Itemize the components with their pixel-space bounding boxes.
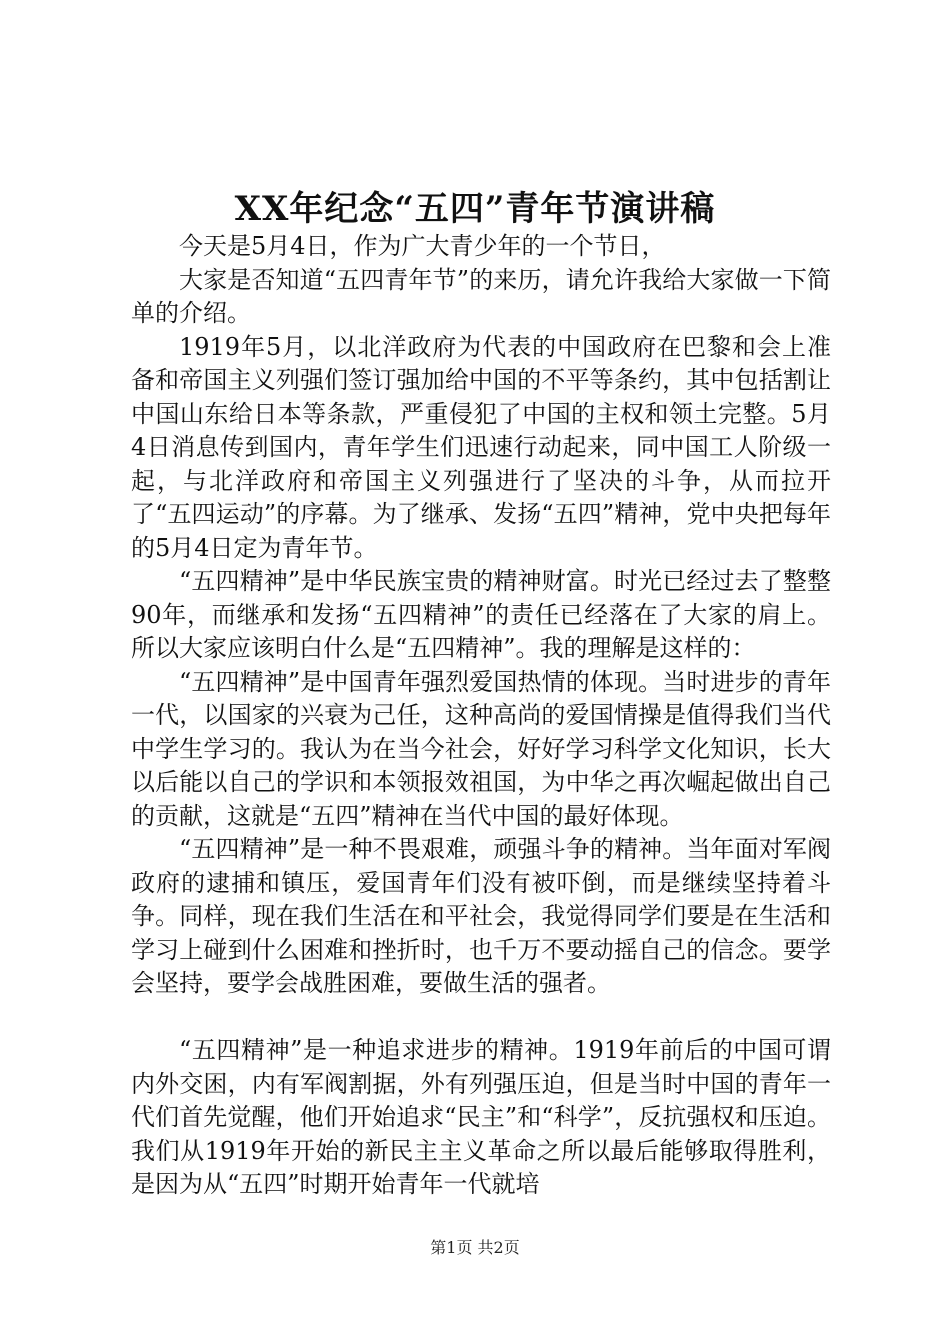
paragraph: “五四精神”是中国青年强烈爱国热情的体现。当时进步的青年一代，以国家的兴衰为己任，这种高尚的爱国情操是值得我们当代中学生学习的。我认为在当今社会，好好学习科学文化知识，长大以后能以自己的学识和本领报效祖国，为中华之再次崛起做出自己的贡献，这就是“五四”精神在当代中国的最好体现。 — [131, 667, 831, 830]
paragraph: 1919年5月，以北洋政府为代表的中国政府在巴黎和会上准备和帝国主义列强们签订强加给中国的不平等条约，其中包括割让中国山东给日本等条款，严重侵犯了中国的主权和领土完整。5月4日消息传到国内，青年学生们迅速行动起来，同中国工人阶级一起，与北洋政府和帝国主义列强进行了坚决的斗争，从而拉开了“五四运动”的序幕。为了继承、发扬“五四”精神，党中央把每年的5月4日定为青年节。 — [131, 332, 831, 562]
document-body — [131, 230, 831, 1202]
paragraph: 大家是否知道“五四青年节”的来历，请允许我给大家做一下简单的介绍。 — [131, 265, 831, 327]
document-title: XX年纪念“五四”青年节演讲稿 — [234, 189, 716, 229]
paragraph: 今天是5月4日，作为广大青少年的一个节日， — [179, 232, 666, 260]
page-footer: 第1页 共2页 — [430, 1238, 520, 1257]
paragraph: “五四精神”是中华民族宝贵的精神财富。时光已经过去了整整90年，而继承和发扬“五四精神”的责任已经落在了大家的肩上。所以大家应该明白什么是“五四精神”。我的理解是这样的： — [131, 567, 831, 662]
blank-line — [131, 1001, 831, 1035]
paragraph: “五四精神”是一种不畏艰难，顽强斗争的精神。当年面对军阀政府的逮捕和镇压，爱国青年们没有被吓倒，而是继续坚持着斗争。同样，现在我们生活在和平社会，我觉得同学们要是在生活和学习上碰到什么困难和挫折时，也千万不要动摇自己的信念。要学会坚持，要学会战胜困难，要做生活的强者。 — [131, 835, 831, 997]
paragraph: “五四精神”是一种追求进步的精神。1919年前后的中国可谓内外交困，内有军阀割据，外有列强压迫，但是当时中国的青年一代们首先觉醒，他们开始追求“民主”和“科学”，反抗强权和压迫。我们从1919年开始的新民主主义革命之所以最后能够取得胜利，是因为从“五四”时期开始青年一代就培 — [131, 1036, 831, 1198]
